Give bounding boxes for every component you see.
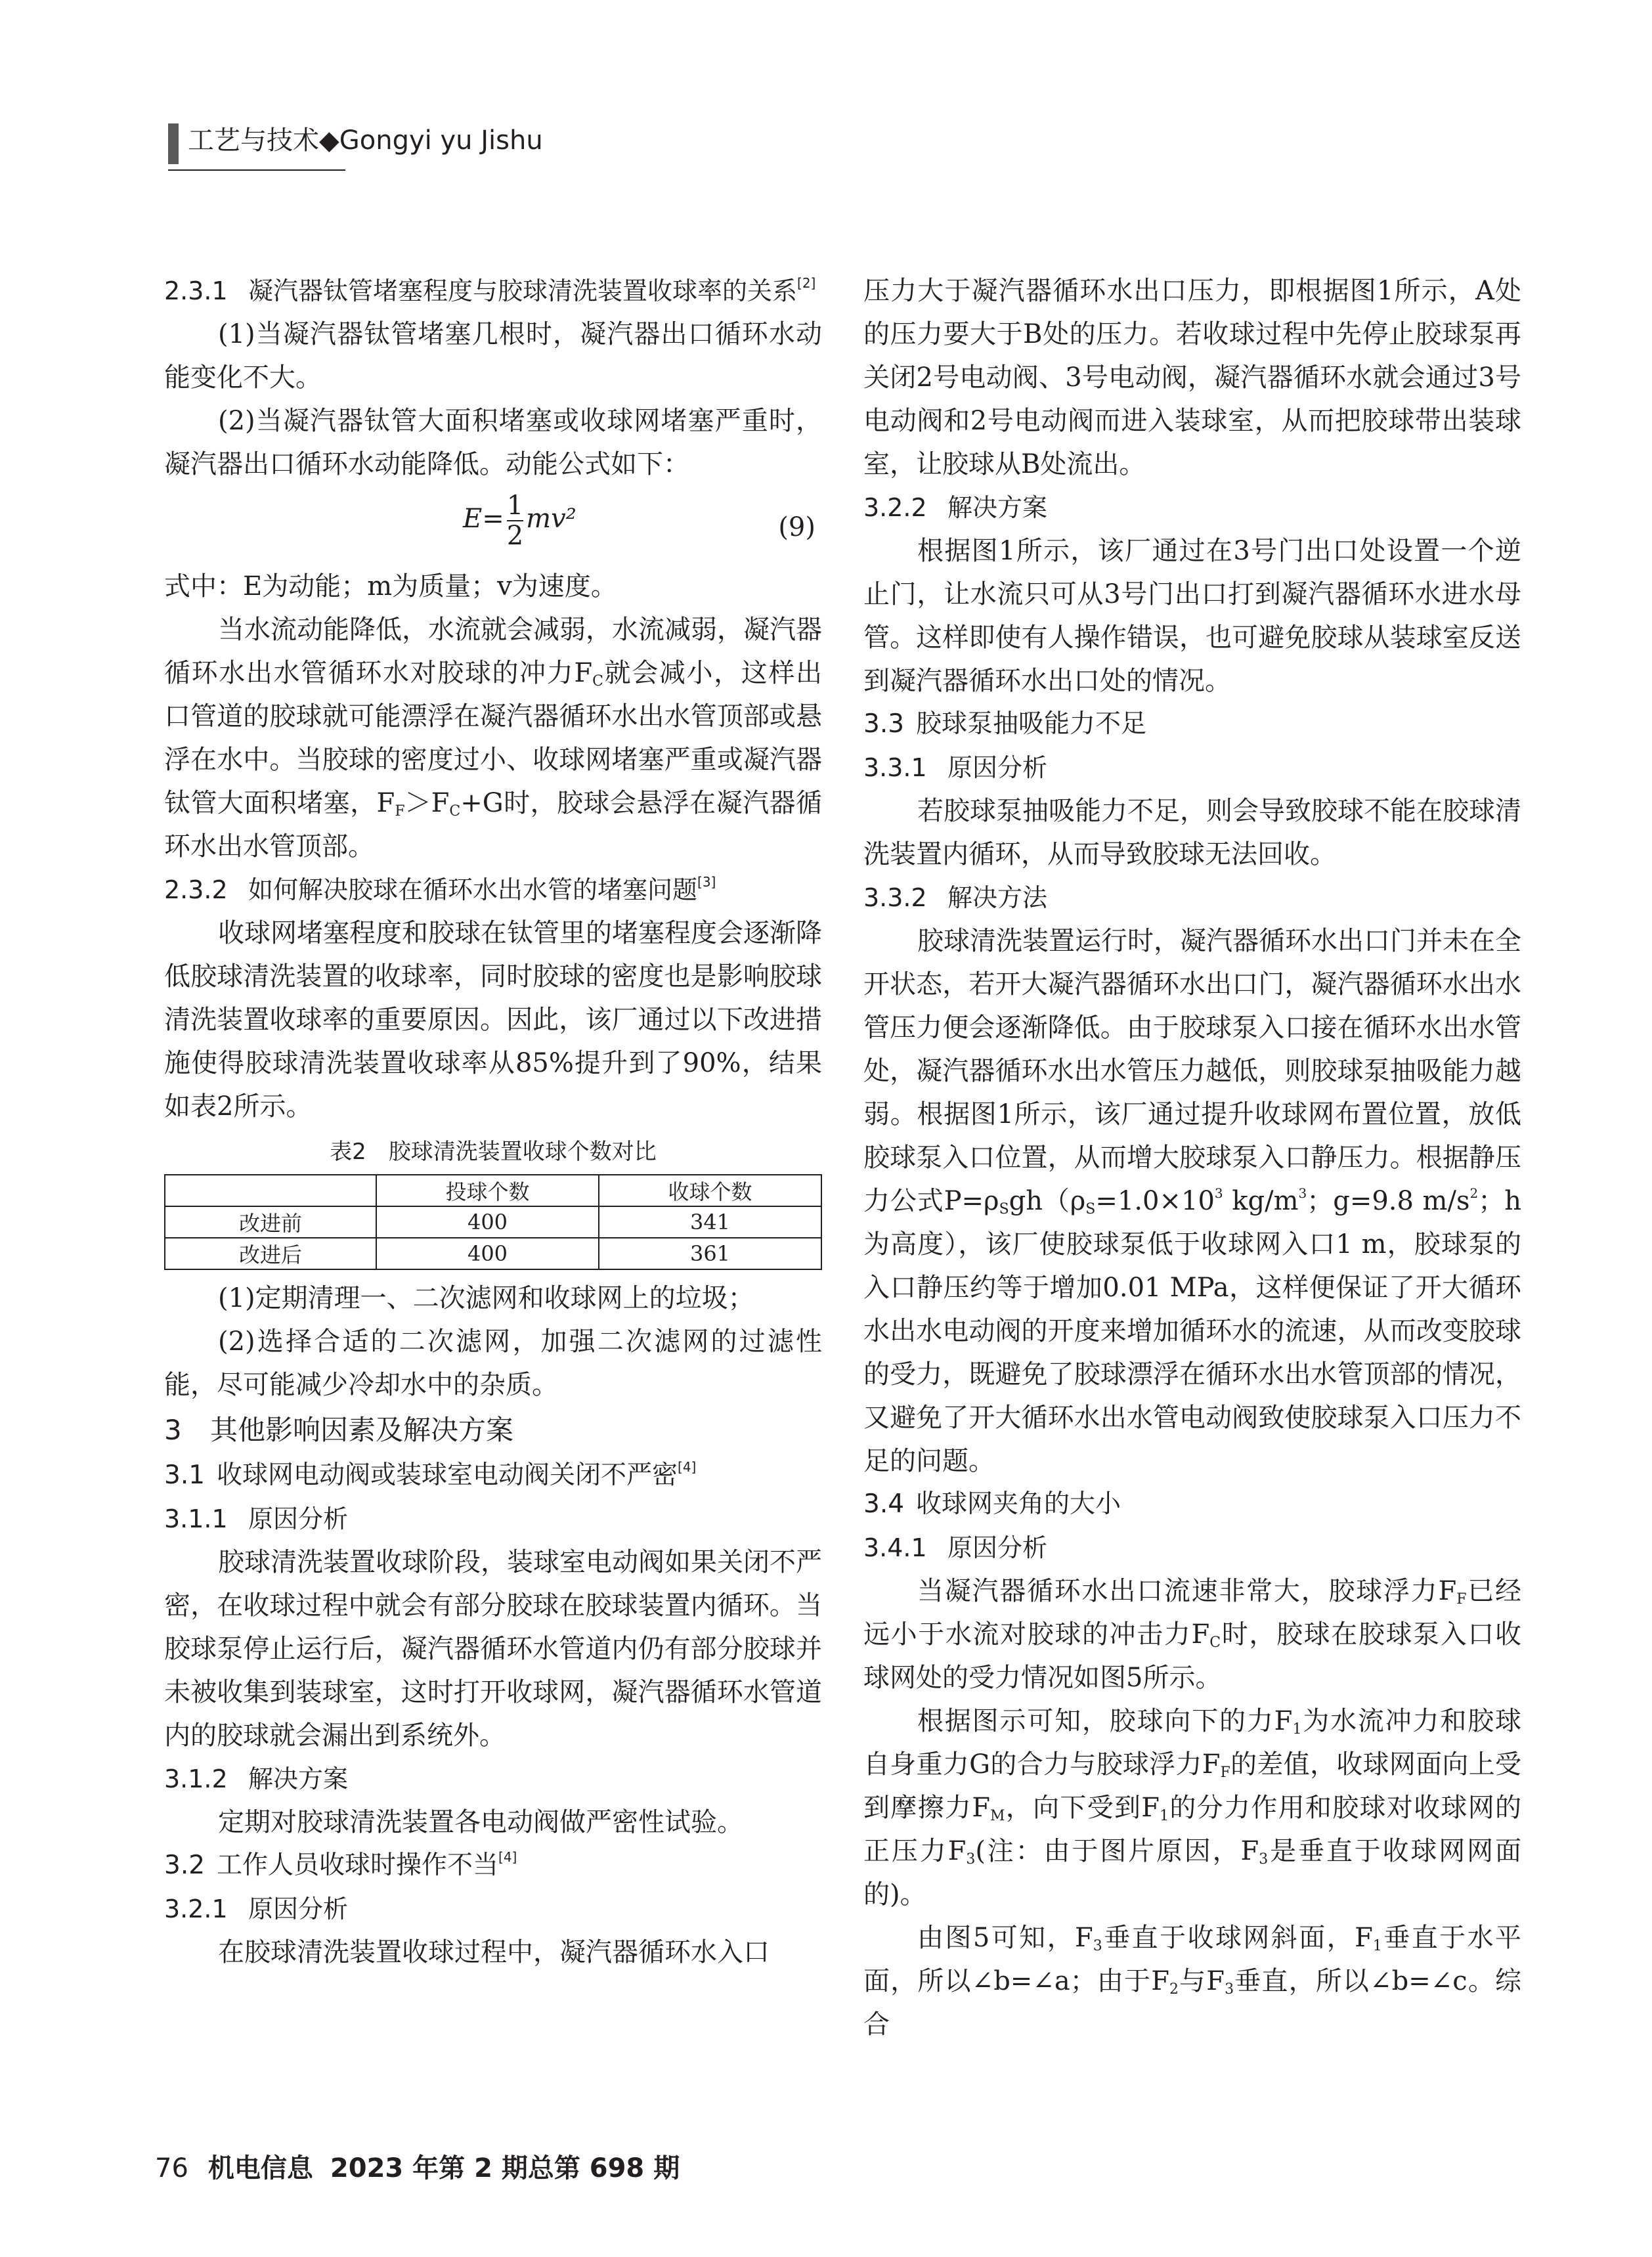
heading-3-3-2: 3.3.2 解决方法 bbox=[863, 883, 1048, 912]
paragraph: 收球网堵塞程度和胶球在钛管里的堵塞程度会逐渐降低胶球清洗装置的收球率，同时胶球的密度也是影响胶球清洗装置收球率的重要原因。因此，该厂通过以下改进措施使得胶球清洗装置收球率从85%提升到了90%，结果如表2所示。 bbox=[164, 918, 822, 1122]
table-cell: 改进后 bbox=[165, 1238, 376, 1269]
heading-2-3-1: 2.3.1 凝汽器钛管堵塞程度与胶球清洗装置收球率的关系[2] bbox=[164, 275, 816, 305]
paragraph: 式中：E为动能；m为质量；v为速度。 bbox=[164, 571, 617, 602]
table-header-row bbox=[165, 1175, 821, 1206]
paragraph: (2)当凝汽器钛管大面积堵塞或收球网堵塞严重时，凝汽器出口循环水动能降低。动能公式如下： bbox=[164, 406, 822, 479]
table-cell: 400 bbox=[376, 1206, 599, 1238]
paragraph: 在胶球清洗装置收球过程中，凝汽器循环水入口 bbox=[218, 1937, 770, 1967]
journal-name: 机电信息 bbox=[207, 2153, 313, 2183]
heading-3: 3 其他影响因素及解决方案 bbox=[164, 1414, 514, 1446]
paragraph: 由图5可知，$F_3$垂直于收球网斜面，$F_1$垂直于水平面，所以∠b=∠a；由于$F_2$与$F_3$垂直，所以∠b=∠c。综合 bbox=[863, 1923, 1522, 2040]
heading-3-4: 3.4 收球网夹角的大小 bbox=[863, 1489, 1121, 1519]
left-column bbox=[164, 269, 822, 1974]
paragraph: 当水流动能降低，水流就会减弱，水流减弱，凝汽器循环水出水管循环水对胶球的冲力$F_C$就会减小，这样出口管道的胶球就可能漂浮在凝汽器循环水出水管顶部或悬浮在水中。当胶球的密度过小、收球网堵塞严重或凝汽器钛管大面积堵塞，$F_F>F_C+G$时，胶球会悬浮在凝汽器循环水出水管顶部。 bbox=[164, 615, 822, 862]
table-header-cell: 投球个数 bbox=[376, 1175, 599, 1206]
paragraph: (1)当凝汽器钛管堵塞几根时，凝汽器出口循环水动能变化不大。 bbox=[164, 319, 822, 393]
table-header-cell bbox=[165, 1175, 376, 1206]
page-number: 76 bbox=[155, 2153, 188, 2183]
paragraph: 胶球清洗装置收球阶段，装球室电动阀如果关闭不严密，在收球过程中就会有部分胶球在胶球装置内循环。当胶球泵停止运行后，凝汽器循环水管道内仍有部分胶球并未被收集到装球室，这时打开收球网，凝汽器循环水管道内的胶球就会漏出到系统外。 bbox=[164, 1547, 822, 1751]
heading-3-1: 3.1 收球网电动阀或装球室电动阀关闭不严密[4] bbox=[164, 1459, 697, 1490]
heading-3-2: 3.2 工作人员收球时操作不当[4] bbox=[164, 1849, 517, 1880]
header-title: 工艺与技术◆Gongyi yu Jishu bbox=[188, 125, 543, 156]
paragraph: 胶球清洗装置运行时，凝汽器循环水出口门并未在全开状态，若开大凝汽器循环水出口门，凝汽器循环水出水管压力便会逐渐降低。由于胶球泵入口接在循环水出水管处，凝汽器循环水出水管压力越低，则胶球泵抽吸能力越弱。根据图1所示，该厂通过提升收球网布置位置，放低胶球泵入口位置，从而增大胶球泵入口静压力。根据静压力公式$P=\rho_Sgh(\rho_S=1.0\times 10^3$ $kg/m^3$；g=9.8 $m/s^2$；h为高度），该厂使胶球泵低于收球网入口1 m，胶球泵的入口静压约等于增加0.01 MPa，这样便保证了开大循环水出水电动阀的开度来增加循环水的流速，从而改变胶球的受力，既避免了胶球漂浮在循环水出水管顶部的情况，又避免了开大循环水出水管电动阀致使胶球泵入口压力不足的问题。 bbox=[863, 926, 1521, 1476]
table-cell: 改进前 bbox=[165, 1206, 376, 1238]
paragraph: 压力大于凝汽器循环水出口压力，即根据图1所示，A处的压力要大于B处的压力。若收球过程中先停止胶球泵再关闭2号电动阀、3号电动阀，凝汽器循环水就会通过3号电动阀和2号电动阀而进入装球室，从而把胶球带出装球室，让胶球从B处流出。 bbox=[863, 276, 1521, 479]
heading-2-3-2: 2.3.2 如何解决胶球在循环水出水管的堵塞问题[3] bbox=[164, 874, 716, 904]
paragraph: 根据图示可知，胶球向下的力$F_1$为水流冲力和胶球自身重力G的合力与胶球浮力$F_F$的差值，收球网面向上受到摩擦力$F_M$，向下受到$F_1$的分力作用和胶球对收球网的正压力$F_3$(注：由于图片原因，$F_3$是垂直于收球网网面的)。 bbox=[863, 1706, 1522, 1910]
table-cell: 400 bbox=[376, 1238, 599, 1269]
right-column bbox=[863, 269, 1521, 2046]
paragraph: (1)定期清理一、二次滤网和收球网上的垃圾； bbox=[218, 1283, 754, 1313]
heading-3-3: 3.3 胶球泵抽吸能力不足 bbox=[863, 709, 1147, 739]
paragraph: 若胶球泵抽吸能力不足，则会导致胶球不能在胶球清洗装置内循环，从而导致胶球无法回收。 bbox=[863, 796, 1521, 869]
table-cell: 361 bbox=[599, 1238, 821, 1269]
table-row bbox=[165, 1206, 821, 1238]
heading-3-3-1: 3.3.1 原因分析 bbox=[863, 753, 1048, 782]
heading-3-4-1: 3.4.1 原因分析 bbox=[863, 1533, 1048, 1562]
issue-info: 2023 年第 2 期总第 698 期 bbox=[330, 2153, 680, 2183]
heading-3-1-1: 3.1.1 原因分析 bbox=[164, 1504, 349, 1533]
header-bar bbox=[168, 123, 179, 164]
table-header-cell: 收球个数 bbox=[599, 1175, 821, 1206]
running-header bbox=[168, 118, 543, 171]
formula-9 bbox=[164, 486, 822, 565]
equation-number: (9) bbox=[778, 512, 815, 542]
paragraph: 根据图1所示，该厂通过在3号门出口处设置一个逆止门，让水流只可从3号门出口打到凝汽器循环水进水母管。这样即使有人操作错误，也可避免胶球从装球室反送到凝汽器循环水出口处的情况。 bbox=[863, 536, 1521, 696]
formula-body: E= $\frac{1}{2}$ mv² bbox=[463, 491, 576, 551]
paragraph: (2)选择合适的二次滤网，加强二次滤网的过滤性能，尽可能减少冷却水中的杂质。 bbox=[164, 1326, 822, 1400]
paragraph: 当凝汽器循环水出口流速非常大，胶球浮力$F_F$已经远小于水流对胶球的冲击力$F_C$时，胶球在胶球泵入口收球网处的受力情况如图5所示。 bbox=[863, 1576, 1521, 1693]
fraction: $\frac{1}{2}$ bbox=[506, 491, 524, 551]
table-caption: 表2 胶球清洗装置收球个数对比 bbox=[330, 1139, 657, 1165]
page-footer bbox=[155, 2147, 680, 2185]
table-row bbox=[165, 1238, 821, 1269]
diamond-icon: ◆ bbox=[319, 125, 339, 156]
heading-3-1-2: 3.1.2 解决方案 bbox=[164, 1764, 349, 1793]
comparison-table bbox=[164, 1174, 822, 1270]
table-cell: 341 bbox=[599, 1206, 821, 1238]
heading-3-2-1: 3.2.1 原因分析 bbox=[164, 1895, 349, 1923]
header-rule bbox=[168, 169, 345, 171]
heading-3-2-2: 3.2.2 解决方案 bbox=[863, 493, 1048, 522]
paragraph: 定期对胶球清洗装置各电动阀做严密性试验。 bbox=[218, 1807, 743, 1837]
